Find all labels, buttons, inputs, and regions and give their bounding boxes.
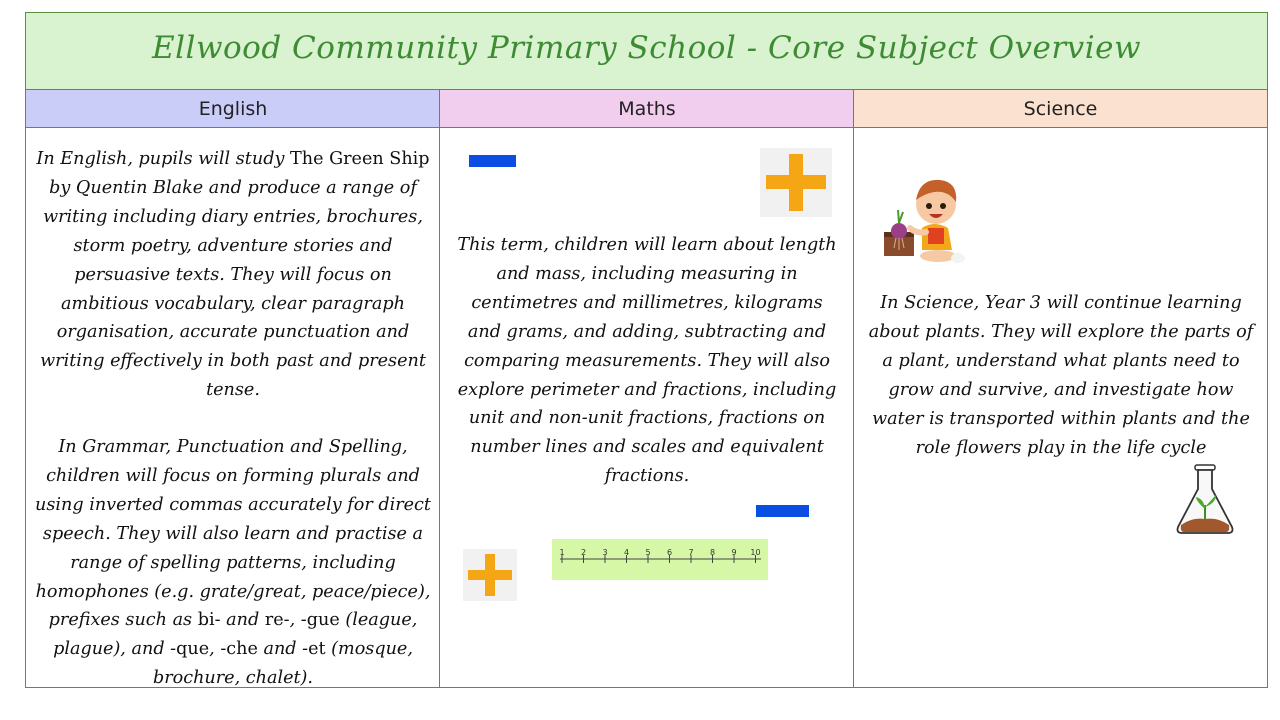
english-column: [26, 128, 440, 689]
ruler-tick-label: 8: [709, 548, 716, 557]
ruler-tick-label: 10: [750, 548, 761, 557]
science-paragraph: In Science, Year 3 will continue learning about plants. They will explore the parts of a plant, understand what plants need to grow and survive, and investigate how water is transported within plants and the role flowers play in the life cycle: [868, 293, 1254, 458]
maths-column: [440, 128, 854, 689]
minus-icon: [756, 505, 809, 517]
ruler-tick-label: 2: [580, 548, 587, 557]
maths-paragraph: This term, children will learn about length and mass, including measuring in centimetres and millimetres, kilograms and grams, and adding, subtracting and comparing measurements. They will also explore perimeter and fractions, including unit and non-unit fractions, fractions on number lines and scales and equivalent fractions.: [457, 235, 837, 487]
title-bar: [26, 13, 1267, 90]
plus-icon: [760, 148, 832, 217]
child-planting-icon: [882, 170, 974, 266]
ruler-tick-label: 3: [602, 548, 608, 557]
flask-seedling-icon: [1172, 463, 1238, 537]
english-paragraph-2: In Grammar, Punctuation and Spelling, children will focus on forming plurals and using inverted commas accurately for direct speech. They will also learn and practise a range of spelling patterns, including homophones (e.g. grate/great, peace/piece), prefixes such as bi- and re-, -gue (league, plague), and -que, -che and -et (mosque, brochure, chalet).: [35, 437, 431, 689]
maths-heading: Maths: [440, 90, 854, 128]
science-column: [854, 128, 1267, 689]
page-title: Ellwood Community Primary School - Core Subject Overview: [152, 30, 1141, 66]
ruler-tick-label: 6: [666, 548, 673, 557]
ruler-tick-label: 7: [688, 548, 694, 557]
plus-icon: [463, 549, 517, 601]
subject-overview-table: [25, 12, 1268, 688]
ruler-tick-label: 9: [731, 548, 737, 557]
english-paragraph-1: In English, pupils will study The Green Ship by Quentin Blake and produce a range of writing including diary entries, brochures, storm poetry, adventure stories and persuasive texts. They will focus on ambitious vocabulary, clear paragraph organisation, accurate punctuation and writing effectively in both past and present tense.: [36, 149, 430, 401]
science-heading: Science: [854, 90, 1267, 128]
ruler-tick-label: 1: [559, 548, 565, 557]
book-title: The Green Ship: [290, 149, 430, 169]
ruler-tick-label: 4: [623, 548, 630, 557]
minus-icon: [469, 155, 516, 167]
ruler-tick-label: 5: [645, 548, 651, 557]
english-heading: English: [26, 90, 440, 128]
ruler-icon: [552, 539, 768, 580]
